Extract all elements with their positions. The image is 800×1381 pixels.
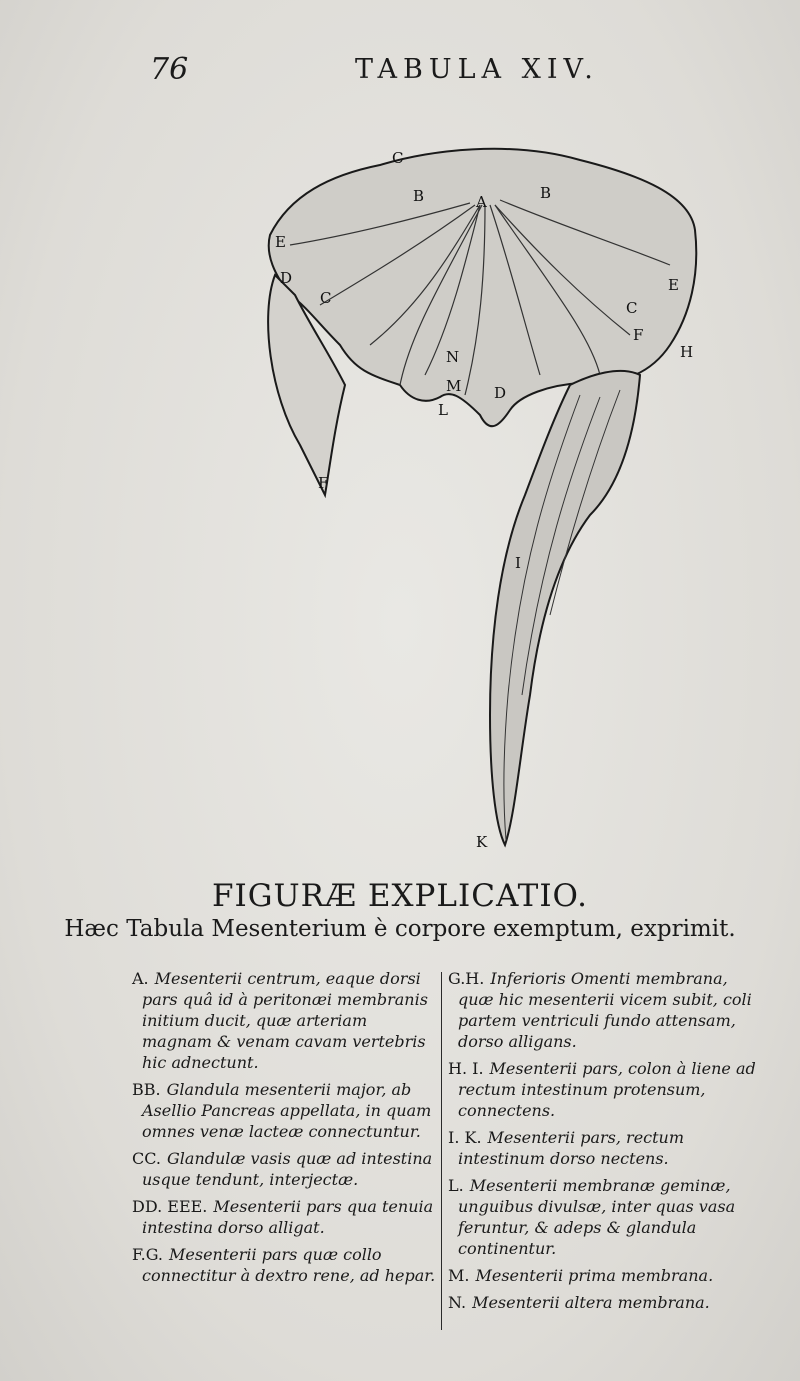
entry-key: I. K.: [448, 1128, 482, 1147]
entry-key: G.H.: [448, 969, 485, 988]
entry-dd-eee: [132, 1196, 442, 1238]
entry-fg: [132, 1244, 442, 1286]
entry-key: A.: [132, 969, 149, 988]
entry-text: Mesenterii membranæ geminæ, unguibus divulsæ, inter quas vasa feruntur, & adeps & glandula continentur.: [458, 1176, 736, 1258]
entry-key: BB.: [132, 1080, 161, 1099]
label-d-bottom: D: [494, 384, 507, 402]
label-b-right: B: [540, 184, 552, 202]
label-d-left: D: [280, 269, 293, 287]
label-l: L: [438, 401, 448, 419]
label-k: K: [476, 833, 488, 851]
entry-key: L.: [448, 1176, 464, 1195]
label-e-left: E: [275, 233, 286, 251]
entry-text: Mesenterii prima membrana.: [475, 1266, 714, 1285]
entry-text: Glandulæ vasis quæ ad intestina usque tendunt, interjectæ.: [142, 1149, 433, 1189]
entry-m: [448, 1265, 766, 1286]
label-h: H: [680, 343, 694, 361]
entry-text: Mesenterii altera membrana.: [472, 1293, 710, 1312]
label-e-right: E: [668, 276, 679, 294]
entry-text: Mesenterii centrum, eaque dorsi pars quâ id à peritonæi membranis initium ducit, quæ arteriam magnam & venam cavam vertebris hic adnectunt.: [142, 969, 428, 1072]
entry-l: [448, 1175, 766, 1259]
label-n: N: [446, 348, 460, 366]
label-a: A: [476, 193, 487, 211]
entry-text: Mesenterii pars, rectum intestinum dorso nectens.: [458, 1128, 685, 1168]
entry-cc: [132, 1148, 442, 1190]
entry-text: Mesenterii pars quæ collo connectitur à dextro rene, ad hepar.: [142, 1245, 436, 1285]
entry-a: [132, 968, 442, 1073]
entry-text: Mesenterii pars qua tenuia intestina dorso alligat.: [142, 1197, 434, 1237]
label-f-left: F: [318, 474, 329, 492]
entry-gh: [448, 968, 766, 1052]
explanation-subheading: Hæc Tabula Mesenterium è corpore exemptum, exprimit.: [64, 916, 736, 942]
mesentery-engraving: [250, 135, 710, 855]
entry-bb: [132, 1079, 442, 1142]
column-divider: [441, 972, 442, 1330]
mesentery-illustration: [250, 135, 710, 855]
label-f-right: F: [633, 326, 644, 344]
entry-ik: [448, 1127, 766, 1169]
label-c-right: C: [626, 299, 638, 317]
label-c-top: C: [392, 149, 404, 167]
explanation-right-column: [448, 968, 766, 1319]
entry-text: Glandula mesenterii major, ab Asellio Pancreas appellata, in quam omnes venæ lacteæ connectuntur.: [142, 1080, 432, 1141]
entry-text: Inferioris Omenti membrana, quæ hic mesenterii vicem subit, coli partem ventriculi fundo attensam, dorso alligans.: [458, 969, 752, 1051]
running-title: TABULA XIV.: [355, 54, 599, 85]
explanation-left-column: [132, 968, 442, 1292]
label-m: M: [446, 377, 462, 395]
page-number: 76: [150, 52, 189, 87]
entry-key: H. I.: [448, 1059, 484, 1078]
entry-text: Mesenterii pars, colon à liene ad rectum intestinum protensum, connectens.: [458, 1059, 756, 1120]
entry-key: DD. EEE.: [132, 1197, 208, 1216]
entry-key: N.: [448, 1293, 467, 1312]
explanation-heading: FIGURÆ EXPLICATIO.: [211, 878, 589, 914]
entry-hi: [448, 1058, 766, 1121]
label-b-left: B: [413, 187, 425, 205]
label-i: I: [515, 554, 521, 572]
entry-key: M.: [448, 1266, 470, 1285]
label-c-left: C: [320, 289, 332, 307]
descending-mesentery: [490, 371, 640, 845]
entry-key: CC.: [132, 1149, 161, 1168]
entry-key: F.G.: [132, 1245, 163, 1264]
entry-n: [448, 1292, 766, 1313]
